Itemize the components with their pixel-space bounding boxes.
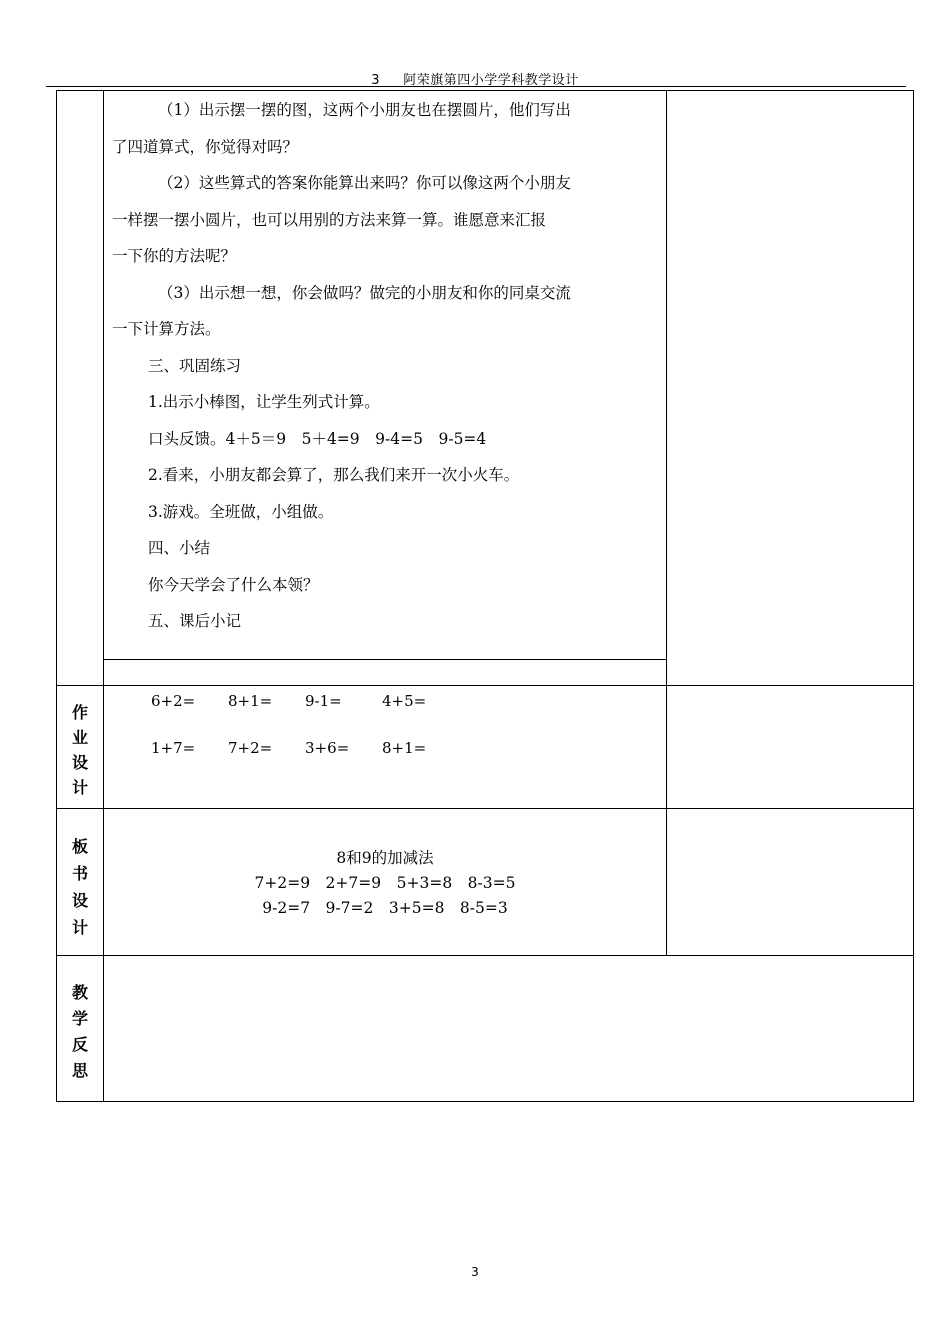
homework-row-2 (151, 739, 459, 757)
process-inner-rule (103, 659, 667, 660)
process-line: 你今天学会了什么本领？ (148, 575, 319, 594)
label-char: 书 (71, 864, 88, 883)
homework-item: 6+2= (151, 692, 196, 710)
homework-item: 7+2= (228, 739, 273, 757)
board-line-1: 7+2=9 2+7=9 5+3=8 8-3=5 (254, 874, 516, 892)
header-school-title: 阿荣旗第四小学学科教学设计 (403, 73, 579, 88)
row-divider-board (57, 808, 913, 809)
reflection-label (70, 980, 90, 1084)
label-char: 思 (71, 1061, 88, 1080)
process-line: 3.游戏。全班做，小组做。 (148, 502, 334, 521)
homework-label (70, 700, 90, 800)
label-char: 教 (71, 983, 88, 1002)
process-line: 1.出示小棒图，让学生列式计算。 (148, 393, 380, 411)
header-rule (46, 86, 906, 87)
process-line: （1）出示摆一摆的图，这两个小朋友也在摆圆片，他们写出 (158, 101, 571, 119)
homework-item: 8+1= (382, 739, 427, 757)
teaching-process (112, 92, 662, 640)
label-char: 设 (71, 753, 88, 772)
row-divider-homework (57, 685, 913, 686)
label-column-divider (103, 91, 104, 1101)
homework-item: 4+5= (382, 692, 427, 710)
homework-item: 9-1= (305, 692, 342, 710)
label-char: 作 (71, 703, 88, 722)
process-line: 四、小结 (148, 539, 211, 557)
process-line: 五、课后小记 (148, 612, 242, 630)
process-line: （3）出示想一想，你会做吗？做完的小朋友和你的同桌交流 (158, 283, 571, 302)
process-line: 一下你的方法呢？ (112, 247, 237, 265)
homework-item: 3+6= (305, 739, 350, 757)
process-line: 2.看来，小朋友都会算了，那么我们来开一次小火车。 (148, 466, 520, 484)
notes-column-divider (666, 91, 667, 955)
footer-page-number: 3 (471, 1265, 479, 1279)
label-char: 计 (71, 918, 88, 937)
header-page-number: 3 (371, 73, 381, 88)
board-title: 8和9的加减法 (336, 849, 434, 867)
homework-item: 1+7= (151, 739, 196, 757)
label-char: 学 (71, 1009, 88, 1028)
process-line: 一样摆一摆小圆片，也可以用别的方法来算一算。谁愿意来汇报 (112, 210, 547, 229)
label-char: 反 (71, 1035, 88, 1054)
label-char: 业 (71, 728, 88, 747)
process-line: 了四道算式，你觉得对吗？ (112, 137, 299, 156)
process-line: 口头反馈。4＋5＝9 5＋4=9 9-4=5 9-5=4 (148, 429, 487, 448)
homework-item: 8+1= (228, 692, 273, 710)
label-char: 设 (71, 891, 88, 910)
board-design-label (70, 833, 90, 941)
board-line-2: 9-2=7 9-7=2 3+5=8 8-5=3 (262, 899, 508, 917)
label-char: 计 (71, 778, 88, 797)
homework-row-1 (151, 692, 459, 710)
label-char: 板 (71, 837, 88, 856)
board-design (104, 846, 666, 921)
process-line: （2）这些算式的答案你能算出来吗？你可以像这两个小朋友 (158, 174, 571, 192)
process-line: 三、巩固练习 (148, 356, 242, 375)
row-divider-reflection (57, 955, 913, 956)
process-line: 一下计算方法。 (112, 320, 221, 338)
